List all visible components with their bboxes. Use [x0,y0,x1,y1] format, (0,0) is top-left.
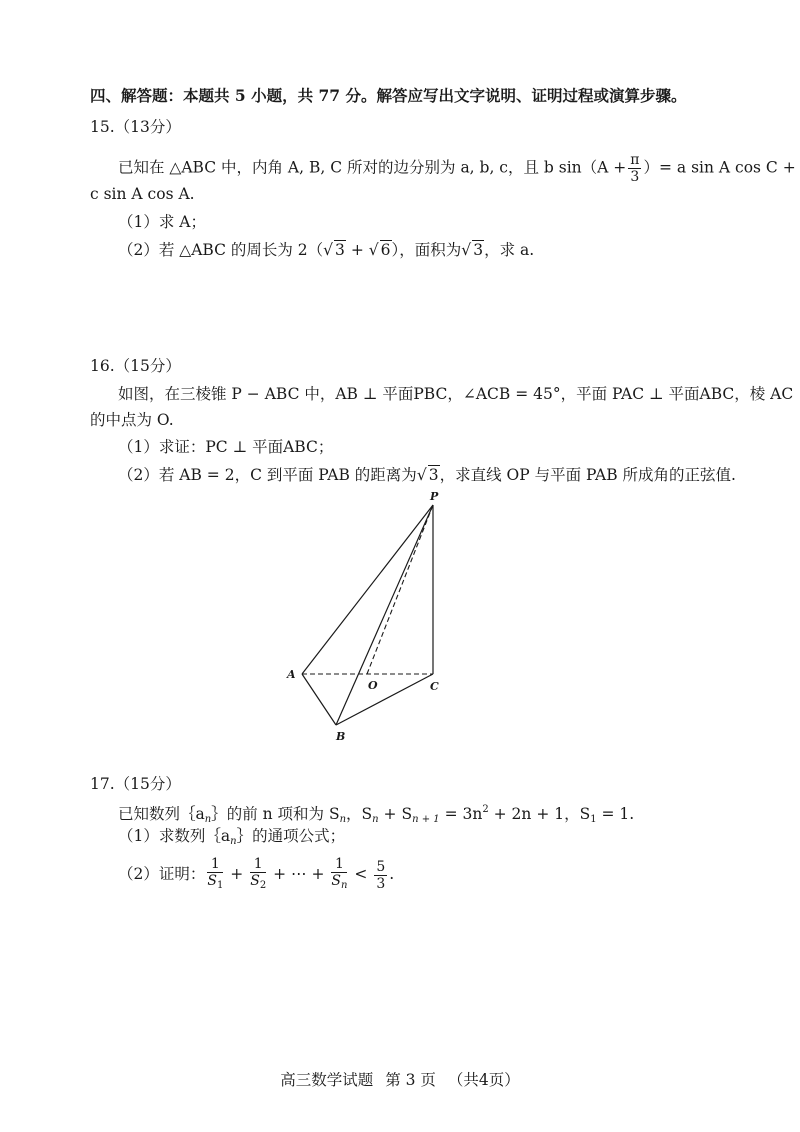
q17-part1-sub: n [230,836,237,847]
q15-stem-b: ）= a sin A cos C + [643,158,796,177]
q16-part2-b: ，求直线 OP 与平面 PAB 所成角的正弦值. [439,466,736,484]
q17-stem-c: ，S [346,805,373,823]
q15-number: 15.（13分） [90,118,181,136]
frac4-num: 5 [376,858,386,875]
label-P: P [430,490,439,503]
footer-total: （共4页） [447,1071,520,1089]
frac1-den-S: S [207,873,217,889]
frac3-den [331,873,347,894]
q16-stem-b: 的中点为 O. [90,411,174,429]
q17-part2-a: （2）证明： [118,865,206,883]
edge-PB [336,505,433,725]
q16-part2-a: （2）若 AB = 2，C 到平面 PAB 的距离为 [118,466,417,484]
q15-part2: （2）若 △ABC 的周长为 2（√ 3 + √ 6），面积为√ 3，求 a. [118,241,535,259]
label-B: B [336,730,346,743]
q17-part2 [118,856,394,894]
q16-stem-a: 如图，在三棱锥 P − ABC 中，AB ⊥ 平面PBC，∠ACB = 45°，平面 PAC ⊥ 平面ABC，棱 AC [118,385,794,403]
footer-title: 高三数学试题 [280,1071,374,1089]
label-O: O [368,679,378,692]
q15-sqrt3b: 3 [473,241,484,259]
q15-fraction [628,152,641,185]
edge-PA [302,505,433,674]
segment-OP-hidden [367,505,433,674]
q16-part1: （1）求证：PC ⊥ 平面ABC； [118,438,334,456]
frac1-den-sub: 1 [216,880,224,891]
page-footer [0,1068,800,1090]
label-C: C [430,680,439,693]
q17-frac2 [250,856,266,894]
q16-number: 16.（15分） [90,357,181,375]
frac4-den: 3 [376,875,386,892]
q16-part2: （2）若 AB = 2，C 到平面 PAB 的距离为√ 3，求直线 OP 与平面 PAB 所成角的正弦值. [118,466,736,484]
frac2-den-S: S [250,873,260,889]
q15-sqrt3: 3 [335,241,345,259]
frac3-den-sub: n [341,880,348,891]
frac2-den [250,873,266,894]
q17-number: 17.（15分） [90,775,181,793]
q15-part1: （1）求 A； [118,213,206,231]
q15-frac-den: 3 [630,169,640,185]
q15-stem-line1 [118,152,796,185]
q17-stem-c-sub: n [372,814,379,825]
frac3-num: 1 [331,856,347,873]
q15-part2-b: ），面积为 [391,241,462,259]
q15-part2-a: （2）若 △ABC 的周长为 2（ [118,241,324,259]
q17-lt: < [354,865,368,883]
q17-stem-f-sub: 1 [590,814,597,825]
q16-sqrt3: 3 [428,466,439,484]
q15-sqrt6: 6 [380,241,391,259]
q17-stem-d-sub: n + 1 [412,814,440,825]
frac1-num: 1 [207,856,223,873]
q15-plus: + [345,241,369,259]
footer-page: 第 3 页 [385,1071,436,1089]
pyramid-svg [270,490,470,750]
q17-stem-e: = 3n [439,805,483,823]
q15-frac-num: π [630,152,640,168]
q17-stem-b-sub: n [339,814,347,825]
q17-part1-a: （1）求数列｛a [118,827,231,845]
pyramid-figure [270,490,470,750]
q15-stem-c: c sin A cos A. [90,185,195,203]
frac3-den-S: S [331,873,341,889]
q17-frac1 [207,856,223,894]
q17-part1-b: ｝的通项公式； [236,827,346,845]
q17-frac3 [331,856,347,894]
frac1-den [207,873,223,894]
q17-frac4 [374,859,387,892]
section-heading: 四、解答题：本题共 5 小题，共 77 分。解答应写出文字说明、证明过程或演算步骤。 [90,86,687,105]
edge-BC [336,674,433,725]
q17-stem-b: ｝的前 n 项和为 S [211,805,340,823]
edge-AB [302,674,336,725]
q17-stem-g: = 1. [596,805,635,823]
frac2-num: 1 [250,856,266,873]
q17-stem-a-sub: n [204,814,212,825]
label-A: A [287,668,296,681]
q17-stem-d: + S [378,805,413,823]
q17-plus2: + ⋯ + [273,865,325,883]
q17-part1 [118,826,345,852]
q15-part2-c: ，求 a. [484,241,535,259]
q17-stem-f: + 2n + 1，S [488,805,591,823]
q17-plus1: + [230,865,244,883]
q17-stem-a: 已知数列｛a [118,805,205,823]
q15-stem-a: 已知在 △ABC 中，内角 A, B, C 所对的边分别为 a, b, c，且 b sin（A + [118,158,627,177]
q17-stem-e-sup: 2 [482,804,489,815]
q17-end: . [389,865,395,883]
frac2-den-sub: 2 [259,880,267,891]
